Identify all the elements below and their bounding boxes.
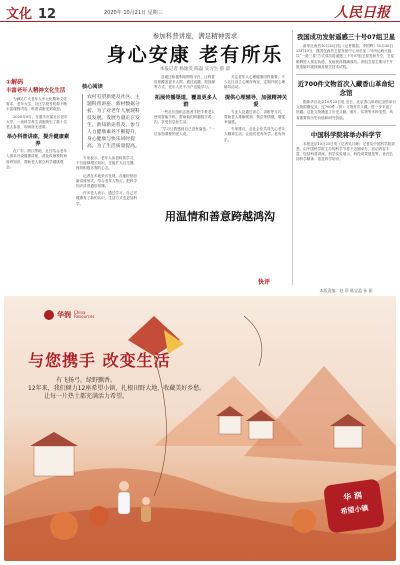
paragraph: “学习让我感到自己没有落伍。”一位参加课程的老人说。 bbox=[154, 127, 215, 137]
core-reading-title: 核心阅读 bbox=[82, 84, 103, 90]
column-label-sub: 丰富老年人精神文化生活 bbox=[6, 88, 66, 94]
divider bbox=[296, 74, 396, 75]
paragraph: 专家表示，老年人参加科普学习，不仅能够增长知识，还能扩大社交圈，保持积极乐观的心态。 bbox=[76, 156, 138, 171]
article-column-4 bbox=[224, 75, 288, 303]
news-sidebar bbox=[296, 30, 396, 288]
paragraph: 各地还积极利用网络平台，让科普讲座覆盖更多人群。通过直播、短视频等方式，老年人足不出户也能学习。 bbox=[154, 75, 216, 90]
person-head-icon bbox=[142, 497, 150, 505]
newspaper-masthead: 人民日报 bbox=[334, 5, 390, 21]
editor-credit: 本版责编：赵 蓓 陈宝盈 孙 振 bbox=[319, 288, 373, 293]
ad-tagline: 让每一片热土都充满活力希望。 bbox=[44, 393, 129, 400]
person-head-icon bbox=[119, 481, 129, 491]
building-icon bbox=[34, 446, 74, 476]
tree-icon bbox=[89, 506, 109, 526]
tree-icon bbox=[50, 512, 78, 540]
subhead: 举办科普讲座，提升健康素养 bbox=[6, 134, 70, 148]
news-body: 据新华社北京10月25日电 近日，北京香山革命纪念馆举行文物捐赠仪式，近700件（套）文物首次入藏，进一步丰富了馆藏。这批文物涵盖了历史文献、照片、实物等多种类型，具有重要的历史价值和研究价值。 bbox=[296, 100, 396, 120]
brand-en-line: China bbox=[74, 309, 86, 315]
brand-en-line: Resources bbox=[74, 314, 95, 319]
article-body bbox=[6, 75, 292, 303]
news-title: 近700件文物首次入藏香山革命纪念馆 bbox=[297, 80, 395, 98]
ad-title: 与您携手 改变生活 bbox=[28, 351, 171, 370]
section-label bbox=[6, 3, 56, 22]
advertisement bbox=[4, 296, 396, 561]
article-column-3 bbox=[154, 75, 218, 303]
badge-line: 华 润 bbox=[342, 490, 363, 503]
house-icon bbox=[219, 416, 241, 434]
date-line: 2020年 10月21日 星期三 bbox=[104, 10, 163, 16]
article-byline: 本报记者 杨逸雯 陈磊 实习生 蔡 晨 bbox=[159, 67, 231, 72]
article-kicker: 参加科普讲座，满足精神需求 bbox=[152, 32, 238, 40]
section-name: 文化 bbox=[6, 7, 33, 22]
house-icon bbox=[249, 421, 273, 439]
person-body-icon bbox=[141, 506, 151, 522]
person-body-icon bbox=[118, 492, 130, 514]
ad-tagline: 12年来，我们倾力12座希望小镇，扎根田野大地，收藏美好乡愁。 bbox=[28, 385, 206, 392]
paragraph: 为满足广大老年人多元化精神文化需求，老年大学、社区学校等机构不断丰富课程内容，科普讲座受到欢迎。 bbox=[6, 97, 68, 112]
house-icon bbox=[334, 426, 362, 448]
building-roof-icon bbox=[30, 432, 78, 446]
news-title: 我国成功发射遥感三十号07组卫星 bbox=[296, 33, 396, 41]
tree-icon bbox=[292, 509, 316, 533]
hope-town-badge bbox=[323, 478, 385, 533]
quick-comment-label: 快评 bbox=[258, 279, 271, 286]
paragraph: 记者在多地采访发现，各地纷纷创新讲座形式，结合老年人特点，把科学知识讲得通俗易懂。 bbox=[76, 173, 138, 189]
paragraph: 专业人员通过谈心、讲座等方式，帮助老人排解孤独、焦虑等情绪，增强幸福感。 bbox=[224, 109, 286, 125]
paragraph: 一些社区组织志愿者手把手教老人使用智能手机，帮助他们跨越数字鸿沟，享受信息化生活。 bbox=[154, 109, 215, 125]
subhead: 提供心理辅导，加强精神关爱 bbox=[224, 94, 288, 108]
paragraph: 在广东、浙江等地，社区结合老年人需求开设健康讲座，普及疾病预防和营养知识，帮助老人树立科学健康观念。 bbox=[6, 149, 68, 169]
page-number: 12 bbox=[38, 7, 57, 22]
paragraph: 2020年9月，在重庆市某社区老年大学，一场科学养生讲座吸引了数十名老人参加，现场座无虚席。 bbox=[6, 114, 68, 130]
core-reading-quote: 农村有望新建及社区、主题科普讲座、新材数据分析、为了对老年人展现科技发展。发展力量正在发生、新知新论普及。参与人力健康素养不断提升，身心健康与快乐同时提高，为了生活质量提高。 bbox=[82, 94, 140, 150]
ad-tagline: 有飞扬弓，绿野飘香。 bbox=[56, 377, 117, 384]
paragraph: 专家建议，全社会应共同关心老年人精神生活，让他们老有所学、老有所乐。 bbox=[224, 127, 286, 142]
brand-mark-icon bbox=[44, 310, 54, 320]
badge-line: 希望小镇 bbox=[340, 504, 369, 516]
column-divider bbox=[292, 30, 293, 285]
news-body: 新华社西昌10月26日电（记者胡喆、李国利）10月26日23时19分，我国在西昌卫星发射中心用长征二号丙运载火箭，以“一箭三星”方式成功将遥感三十号07组卫星发射升空，卫星顺利进入预定轨道，发射获得圆满成功。该组卫星主要用于开展电磁环境探测及相关技术试验。 bbox=[296, 44, 395, 69]
divider bbox=[296, 125, 396, 126]
news-body: 本报北京10月25日电（记者吴月辉）记者从中国科学院获悉，由中国科学院主办的科学节将于近期举办，活动内容丰富，包括科普讲座、科学实验展示、科技成果展览等，旨在弘扬科学精神、普及科学知识。 bbox=[296, 141, 395, 162]
brand-name-en bbox=[74, 311, 94, 320]
article-column-1 bbox=[6, 75, 70, 303]
article-column-2 bbox=[76, 75, 140, 303]
paragraph: 关注老年人心理健康同样重要。不少社区设立心理咨询室，定期开展心理辅导活动。 bbox=[224, 75, 286, 90]
brand-name: 华润 bbox=[57, 311, 71, 319]
brand-logo bbox=[44, 310, 94, 320]
article-headline: 身心安康 老有所乐 bbox=[106, 44, 284, 66]
page-header bbox=[0, 0, 400, 22]
paragraph: 许多老人表示，通过学习，自己对健康有了新的认识，生活方式也更加科学。 bbox=[76, 191, 138, 206]
news-title: 中国科学院将举办科学节 bbox=[310, 130, 382, 139]
sub-article-headline: 用温情和善意跨越鸿沟 bbox=[165, 210, 275, 223]
column-label: ①解码 bbox=[6, 79, 24, 86]
subhead: 拓展传播渠道，覆盖更多人群 bbox=[154, 94, 218, 108]
kite-string bbox=[244, 316, 262, 366]
